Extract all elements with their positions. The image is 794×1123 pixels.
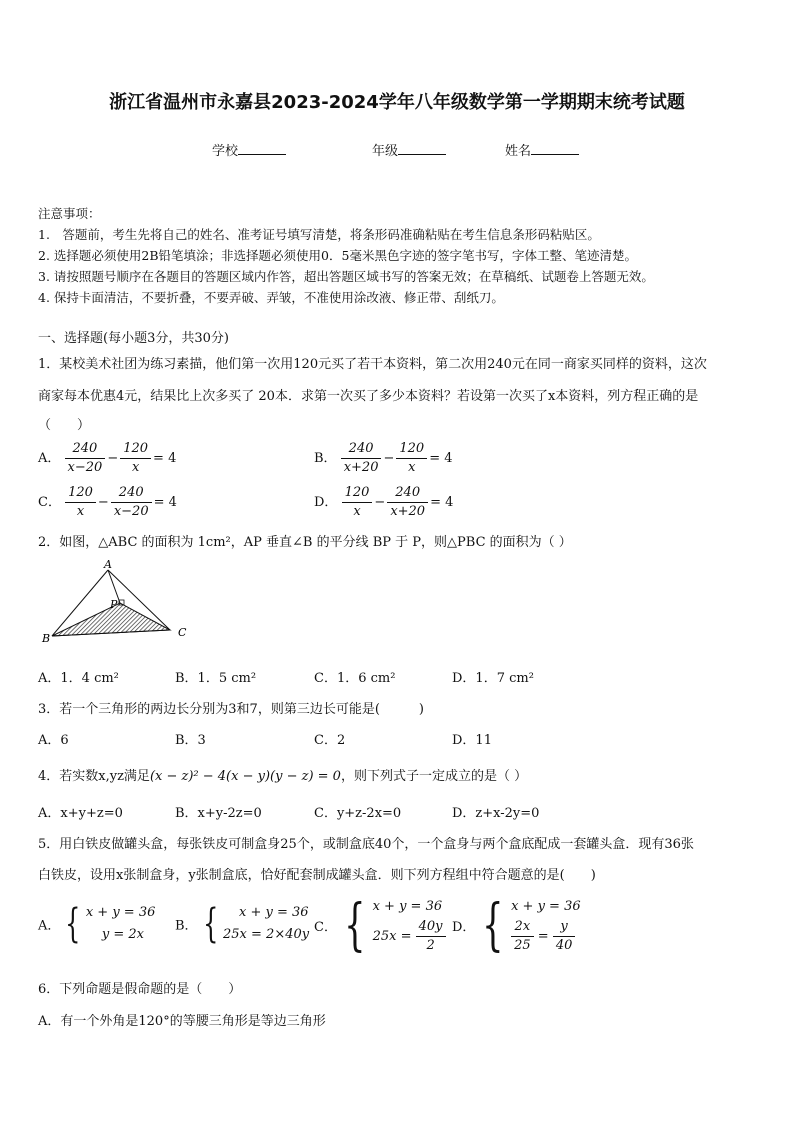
section-heading: 一、选择题(每小题3分，共30分) (38, 331, 229, 346)
q2-option-a[interactable]: A．1．4 cm² (38, 671, 119, 686)
note-item: 4. 保持卡面清洁，不要折叠，不要弄破、弄皱，不准使用涂改液、修正带、刮纸刀。 (38, 290, 504, 305)
page-title: 浙江省温州市永嘉县2023-2024学年八年级数学第一学期期末统考试题 (109, 92, 685, 113)
fraction: $\frac{120}{x}$ (396, 440, 427, 477)
option-label: B． (314, 451, 337, 466)
q1-line2: 商家每本优惠4元，结果比上次多买了 20本．求第一次买了多少本资料？若设第一次买了x本资料，列方程正确的是 (38, 389, 699, 404)
q2-text: 2．如图，△ABC 的面积为 1cm²，AP 垂直∠B 的平分线 BP 于 P，则△PBC 的面积为（ ） (38, 535, 572, 550)
q5-line2: 白铁皮，设用x张制盒身，y张制盒底，恰好配套制成罐头盒．则下列方程组中符合题意的是( ) (38, 868, 596, 883)
q3-text: 3．若一个三角形的两边长分别为3和7，则第三边长可能是( ) (38, 702, 424, 717)
note-item: 3. 请按照题号顺序在各题目的答题区域内作答，超出答题区域书写的答案无效；在草稿纸、试题卷上答题无效。 (38, 269, 654, 284)
fraction: $\frac{240}{x-20}$ (111, 484, 152, 521)
option-label: D． (452, 920, 476, 935)
note-item: 1. 答题前，考生先将自己的姓名、准考证号填写清楚，将条形码准确粘贴在考生信息条形码粘贴区。 (38, 227, 600, 242)
q3-option-d[interactable]: D．11 (452, 733, 492, 748)
fraction: $\frac{240}{x-20}$ (65, 440, 106, 477)
q1-line3: （ ） (38, 418, 91, 433)
option-label: D． (314, 495, 338, 510)
q1-option-d[interactable]: D． $\frac{120}{x}$ − $\frac{240}{x+20}$ = 4 (314, 485, 454, 519)
note-item: 2. 选择题必须使用2B铅笔填涂；非选择题必须使用0．5毫米黑色字迹的签字笔书写，字体工整、笔迹清楚。 (38, 248, 637, 263)
grade-blank (398, 142, 446, 155)
q2-option-d[interactable]: D．1．7 cm² (452, 671, 534, 686)
equation-system: x + y = 36 y = 2x (85, 905, 156, 942)
q4-option-c[interactable]: C．y+z-2x=0 (314, 806, 402, 821)
option-label: B． (175, 918, 198, 934)
name-label: 姓名 (505, 144, 532, 159)
label-b: B (42, 632, 51, 645)
q5-line1: 5．用白铁皮做罐头盒，每张铁皮可制盒身25个，或制盒底40个，一个盒身与两个盒底配成一套罐头盒．现有36张 (38, 837, 694, 852)
q3-option-b[interactable]: B．3 (175, 733, 206, 748)
option-label: A． (38, 451, 61, 466)
option-label: A． (38, 918, 61, 934)
q3-option-c[interactable]: C．2 (314, 733, 346, 748)
q6-option-a[interactable]: A．有一个外角是120°的等腰三角形是等边三角形 (38, 1014, 326, 1029)
label-a: A (104, 558, 112, 571)
q5-option-b[interactable]: B． { x + y = 36 25x = 2×40y (175, 901, 310, 947)
q4-option-a[interactable]: A．x+y+z=0 (38, 806, 123, 821)
q4-option-d[interactable]: D．z+x-2y=0 (452, 806, 540, 821)
name-blank (531, 142, 579, 155)
equation-system: x + y = 36 $\frac{2x}{25}$ = $\frac{y}{40}$ (511, 899, 581, 953)
grade-field[interactable] (372, 140, 446, 159)
school-field[interactable] (212, 140, 286, 159)
q3-option-a[interactable]: A．6 (38, 733, 69, 748)
q2-option-b[interactable]: B．1．5 cm² (175, 671, 257, 686)
school-label: 学校 (212, 144, 239, 159)
notes-heading: 注意事项： (38, 206, 101, 221)
q4-option-b[interactable]: B．x+y-2z=0 (175, 806, 262, 821)
name-field[interactable] (505, 140, 579, 159)
grade-label: 年级 (372, 144, 399, 159)
q1-line1: 1．某校美术社团为练习素描，他们第一次用120元买了若干本资料，第二次用240元在同一商家买同样的资料，这次 (38, 357, 707, 372)
equation-system: x + y = 36 25x = $\frac{40y}{2}$ (373, 896, 446, 955)
school-blank (238, 142, 286, 155)
q4-text: 4．若实数x,yz满足(x − z)² − 4(x − y)(y − z) = 0，则下列式子一定成立的是（ ） (38, 769, 528, 784)
equation-system: x + y = 36 25x = 2×40y (223, 905, 310, 942)
fraction: $\frac{240}{x+20}$ (387, 484, 428, 521)
fraction: $\frac{120}{x}$ (65, 484, 96, 521)
q2-triangle-figure (38, 558, 198, 648)
q2-option-c[interactable]: C．1．6 cm² (314, 671, 396, 686)
notes-block (38, 203, 654, 308)
option-label: C． (38, 495, 61, 510)
fraction: $\frac{240}{x+20}$ (341, 440, 382, 477)
q5-option-a[interactable]: A． { x + y = 36 y = 2x (38, 901, 156, 947)
q1-option-c[interactable]: C． $\frac{120}{x}$ − $\frac{240}{x-20}$ = 4 (38, 485, 177, 519)
q5-option-c[interactable]: C． { x + y = 36 25x = $\frac{40y}{2}$ (314, 896, 446, 955)
q6-text: 6．下列命题是假命题的是（ ） (38, 982, 242, 997)
label-p: P (110, 598, 118, 611)
label-c: C (178, 626, 187, 639)
fraction: $\frac{120}{x}$ (342, 484, 373, 521)
q5-option-d[interactable]: D． { x + y = 36 $\frac{2x}{25}$ = $\frac{y}{40}$ (452, 892, 581, 958)
fraction: $\frac{120}{x}$ (120, 440, 151, 477)
option-label: C． (314, 920, 337, 935)
q1-option-a[interactable]: A． $\frac{240}{x-20}$ − $\frac{120}{x}$ = 4 (38, 441, 177, 475)
q4-expression: (x − z)² − 4(x − y)(y − z) = 0 (149, 769, 341, 784)
q1-option-b[interactable]: B． $\frac{240}{x+20}$ − $\frac{120}{x}$ = 4 (314, 441, 453, 475)
